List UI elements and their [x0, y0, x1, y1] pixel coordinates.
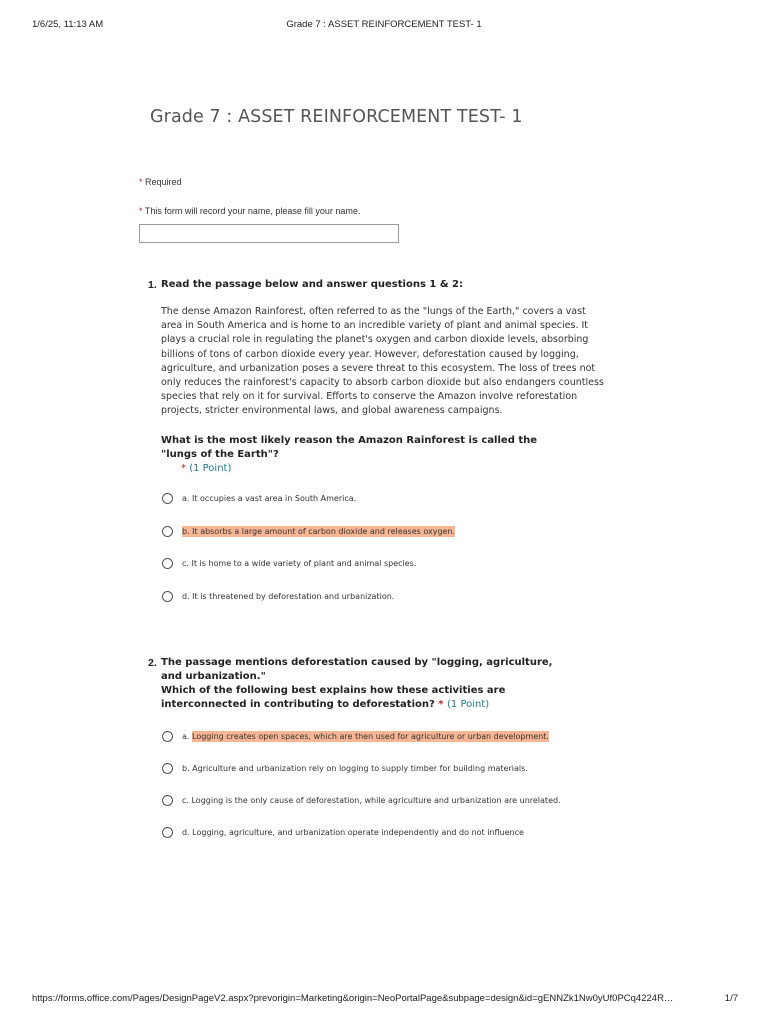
- name-notice-text: This form will record your name, please fill your name.: [144, 206, 361, 216]
- radio-button[interactable]: [162, 591, 173, 602]
- question-title: The passage mentions deforestation caused by "logging, agriculture, and urbanization.": [161, 657, 553, 682]
- passage-text: The dense Amazon Rainforest, often referred to as the "lungs of the Earth," covers a vast area in South America and is home to an incredible variety of plant and animal species. It plays a crucial role in regulating the planet's oxygen and carbon dioxide levels, absorbing billions of tons of carbon dioxide every year. However, deforestation caused by logging, agriculture, and urbanization poses a severe threat to this ecosystem. The loss of trees not only reduces the rainforest's capacity to absorb carbon dioxide but also endangers countless species that rely on it for survival. Efforts to conserve the Amazon involve reforestation projects, stricter environmental laws, and global awareness campaigns.: [161, 306, 604, 417]
- option-c[interactable]: [162, 558, 416, 569]
- question-number: 2.: [148, 657, 157, 669]
- print-datetime: 1/6/25, 11:13 AM: [32, 19, 104, 30]
- radio-button[interactable]: [162, 827, 173, 838]
- required-star: *: [139, 177, 143, 187]
- name-input[interactable]: [139, 224, 399, 243]
- question-title: Read the passage below and answer questions 1 & 2:: [161, 279, 463, 290]
- radio-button[interactable]: [162, 795, 173, 806]
- name-notice: [139, 206, 360, 216]
- required-note: [139, 177, 182, 187]
- option-prefix: a.: [182, 732, 190, 741]
- question-number: 1.: [148, 279, 157, 291]
- required-star: *: [438, 699, 444, 710]
- option-label: c. It is home to a wide variety of plant and animal species.: [182, 559, 417, 568]
- print-url: https://forms.office.com/Pages/DesignPageV2.aspx?prevorigin=Marketing&origin=NeoPortalPage&subpage=design&id=gENNZk1Nw0yUf0PCq4224R…: [32, 993, 674, 1004]
- option-label: d. Logging, agriculture, and urbanization operate independently and do not influence: [182, 828, 524, 837]
- option-b[interactable]: [162, 526, 455, 537]
- option-label: a. It occupies a vast area in South America.: [182, 494, 357, 503]
- radio-button[interactable]: [162, 493, 173, 504]
- option-label: [182, 732, 549, 741]
- points-label: (1 Point): [447, 699, 490, 710]
- question-prompt: [161, 684, 581, 712]
- required-star: *: [139, 206, 143, 216]
- radio-button[interactable]: [162, 558, 173, 569]
- option-a[interactable]: [162, 731, 549, 742]
- option-label: c. Logging is the only cause of deforestation, while agriculture and urbanization are unrelated.: [182, 796, 561, 805]
- radio-button[interactable]: [162, 763, 173, 774]
- question-prompt-text: Which of the following best explains how these activities are interconnected in contributing to deforestation?: [161, 685, 506, 710]
- radio-button[interactable]: [162, 731, 173, 742]
- option-label: b. Agriculture and urbanization rely on logging to supply timber for building materials.: [182, 764, 528, 773]
- print-page-number: 1/7: [724, 993, 738, 1004]
- points-label: (1 Point): [189, 463, 232, 474]
- option-label: d. It is threatened by deforestation and urbanization.: [182, 592, 395, 601]
- option-label-highlighted: b. It absorbs a large amount of carbon dioxide and releases oxygen.: [182, 527, 456, 536]
- form-title: Grade 7 : ASSET REINFORCEMENT TEST- 1: [150, 107, 523, 127]
- required-star: *: [181, 463, 186, 474]
- radio-button[interactable]: [162, 526, 173, 537]
- print-doc-title: Grade 7 : ASSET REINFORCEMENT TEST- 1: [286, 19, 482, 30]
- option-a[interactable]: [162, 493, 356, 504]
- option-d[interactable]: [162, 591, 394, 602]
- option-b[interactable]: [162, 763, 528, 774]
- required-label: Required: [145, 177, 182, 187]
- question-prompt: What is the most likely reason the Amazon Rainforest is called the "lungs of the Earth"?: [161, 435, 538, 460]
- option-c[interactable]: [162, 795, 561, 806]
- option-d[interactable]: [162, 827, 524, 838]
- question-meta: [181, 463, 231, 474]
- option-label-highlighted: Logging creates open spaces, which are then used for agriculture or urban development.: [192, 732, 549, 741]
